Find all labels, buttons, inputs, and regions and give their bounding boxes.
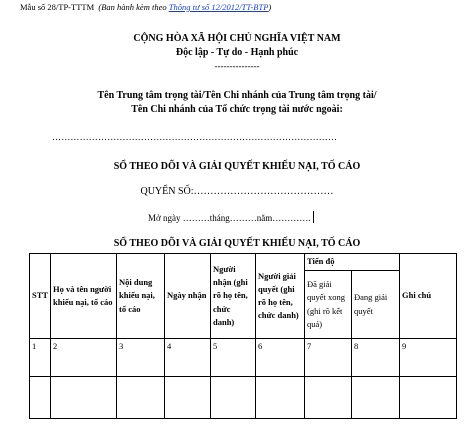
empty-cell[interactable]: [51, 377, 117, 419]
header-received-date: Ngày nhận: [165, 254, 211, 339]
book-title: SỔ THEO DÕI VÀ GIẢI QUYẾT KHIẾU NẠI, TỐ CÁO: [113, 161, 361, 172]
header-notes: Ghi chú: [400, 254, 457, 339]
form-code: Mẫu số 28/TP-TTTM: [20, 2, 95, 12]
empty-cell[interactable]: [256, 377, 305, 419]
empty-cell[interactable]: [352, 377, 400, 419]
opened-date-text: Mở ngày ………tháng………năm………….: [148, 213, 311, 223]
empty-cell[interactable]: [211, 377, 256, 419]
cell-number: 1: [30, 339, 51, 377]
header-in-progress: Đang giải quyết: [352, 271, 400, 339]
table-title: SỔ THEO DÕI VÀ GIẢI QUYẾT KHIẾU NẠI, TỐ CÁO: [113, 238, 361, 249]
empty-cell[interactable]: [117, 377, 165, 419]
national-motto: Độc lập - Tự do - Hạnh phúc: [175, 47, 299, 58]
complaints-table: [29, 253, 457, 419]
volume-number: QUYỂN SỐ:……………………………………: [140, 186, 334, 197]
cell-number: 2: [51, 339, 117, 377]
org-line-2: Tên Chi nhánh của Tổ chức trọng tài nước ngoài:: [131, 104, 343, 115]
header-resolved: Đã giải quyết xong (ghi rõ kết quả): [305, 271, 352, 339]
table-row-empty: [30, 377, 457, 419]
opened-date: [148, 211, 314, 223]
cell-number: 9: [400, 339, 457, 377]
circular-link[interactable]: Thông tư số 12/2012/TT-BTP: [168, 2, 269, 12]
cell-number: 4: [165, 339, 211, 377]
org-line-1: Tên Trung tâm trọng tài/Tên Chi nhánh của Trung tâm trọng tài/: [97, 90, 377, 101]
header-stt: STT: [30, 254, 51, 339]
form-header: [20, 2, 271, 12]
country-name: CỘNG HÒA XÃ HỘI CHỦ NGHĨA VIỆT NAM: [133, 33, 341, 44]
header-content: Nội dung khiếu nại, tố cáo: [117, 254, 165, 339]
header-resolver: Người giải quyết (ghi rõ họ tên, chức danh): [256, 254, 305, 339]
motto-rule: ---------------: [214, 61, 260, 71]
cell-number: 8: [352, 339, 400, 377]
header-progress: Tiến độ: [305, 254, 400, 271]
cell-number: 6: [256, 339, 305, 377]
cell-number: 3: [117, 339, 165, 377]
text-cursor: [313, 211, 314, 223]
cell-number: 7: [305, 339, 352, 377]
cell-number: 5: [211, 339, 256, 377]
header-receiver: Người nhận (ghi rõ họ tên, chức danh): [211, 254, 256, 339]
header-row-top: [30, 254, 457, 271]
empty-cell[interactable]: [165, 377, 211, 419]
empty-cell[interactable]: [400, 377, 457, 419]
empty-cell[interactable]: [305, 377, 352, 419]
org-dots: …………………………………………………………………………………: [52, 132, 338, 142]
empty-cell[interactable]: [30, 377, 51, 419]
issued-prefix: (Ban hành kèm theo: [98, 2, 169, 12]
header-complainant: Họ và tên người khiếu nại, tố cáo: [51, 254, 117, 339]
issued-suffix: ): [268, 2, 272, 12]
table-row-numbers: [30, 339, 457, 377]
